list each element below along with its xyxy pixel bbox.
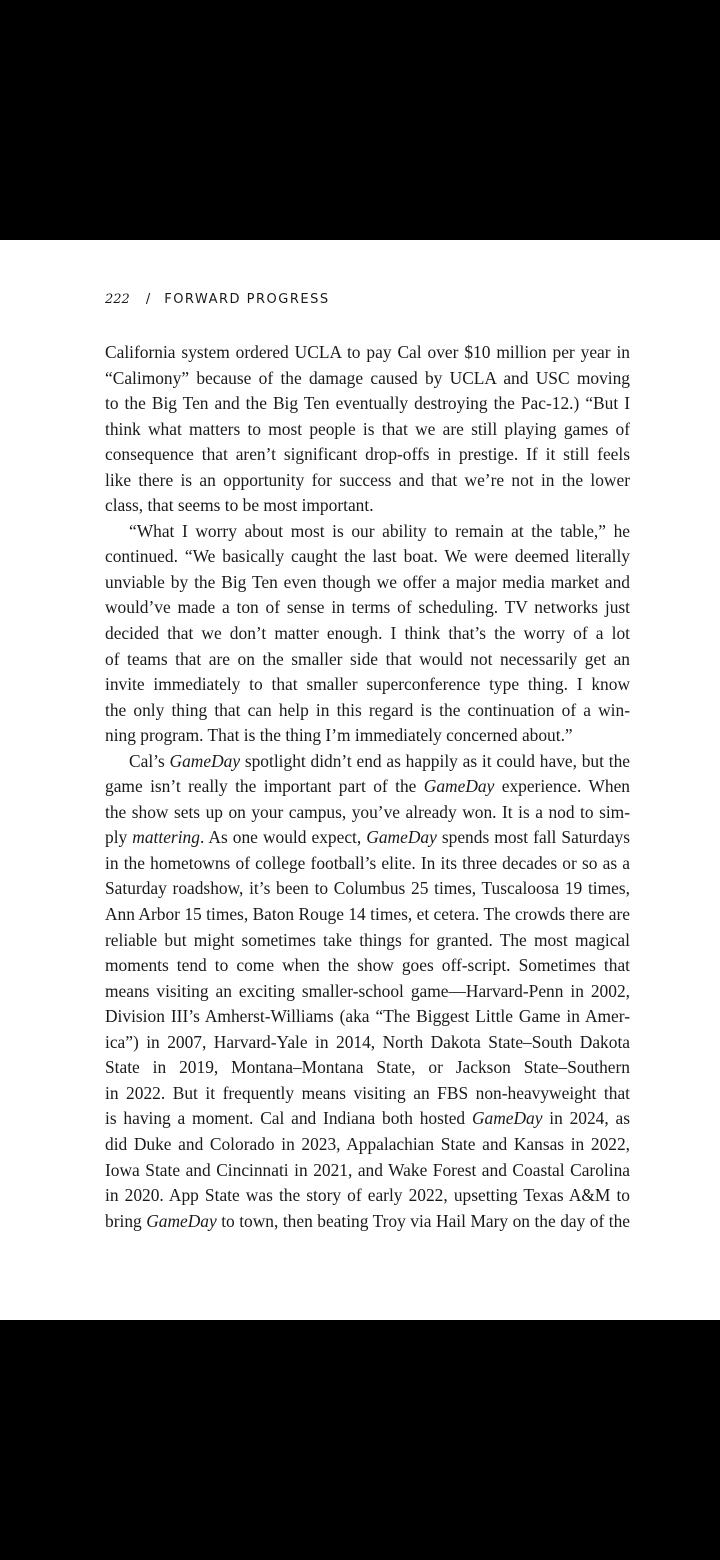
text-line [105, 749, 630, 775]
text-run: is having a moment. Cal and Indiana both hosted [105, 1108, 472, 1129]
text-run: State in 2019, Montana–Montana State, or Jackson State–Southern [105, 1057, 630, 1078]
text-run: in 2024, as [542, 1108, 630, 1129]
text-run: Division III’s Amherst-Williams (aka “The Biggest Little Game in Amer- [105, 1006, 630, 1027]
text-run: of teams that are on the smaller side that would not necessarily get an [105, 648, 630, 669]
paragraph [105, 749, 630, 1234]
italic-run: mattering [132, 827, 200, 848]
text-run: in 2022. But it frequently means visiting an FBS non-heavyweight that [105, 1082, 630, 1103]
text-run: game isn’t really the important part of the [105, 776, 424, 797]
text-run: in 2020. App State was the story of early 2022, upsetting Texas A&M to [105, 1185, 630, 1206]
text-run: spends most fall Saturdays [436, 827, 630, 848]
text-line [105, 953, 630, 979]
text-line [105, 723, 630, 749]
text-line [105, 1158, 630, 1184]
book-page[interactable] [0, 240, 720, 1320]
text-run: Saturday roadshow, it’s been to Columbus 25 times, Tuscaloosa 19 times, [105, 878, 630, 899]
text-line [105, 570, 630, 596]
page-number: 222 [105, 292, 130, 307]
text-run: Ann Arbor 15 times, Baton Rouge 14 times, et cetera. The crowds there are [105, 904, 630, 925]
text-run: continued. “We basically caught the last boat. We were deemed literally [105, 546, 630, 567]
text-run: ica”) in 2007, Harvard-Yale in 2014, North Dakota State–South Dakota [105, 1031, 630, 1052]
body-text [105, 340, 630, 1234]
text-line [105, 1106, 630, 1132]
text-line [105, 391, 630, 417]
text-run: would’ve made a ton of sense in terms of scheduling. TV networks just [105, 597, 630, 618]
text-run: invite immediately to that smaller superconference type thing. I know [105, 674, 630, 695]
text-line [105, 1209, 630, 1235]
text-run: like there is an opportunity for success and that we’re not in the lower [105, 469, 630, 490]
paragraph [105, 340, 630, 519]
italic-run: GameDay [471, 1108, 543, 1129]
text-run: the only thing that can help in this regard is the continuation of a win- [105, 699, 630, 720]
text-run: moments tend to come when the show goes off-script. Sometimes that [105, 955, 630, 976]
text-line [105, 774, 630, 800]
italic-run: GameDay [366, 827, 437, 848]
text-run: California system ordered UCLA to pay Cal over $10 million per year in [105, 342, 630, 362]
bottom-letterbox [0, 1320, 720, 1560]
text-run: the show sets up on your campus, you’ve already won. It is a nod to sim- [105, 801, 630, 822]
italic-run: GameDay [146, 1210, 217, 1231]
text-line [105, 698, 630, 724]
text-run: spotlight didn’t end as happily as it could have, but the [240, 750, 630, 771]
text-line [105, 366, 630, 392]
text-line [105, 1004, 630, 1030]
running-head [105, 290, 330, 310]
text-run: “Calimony” because of the damage caused by UCLA and USC moving [105, 367, 630, 388]
text-line [105, 902, 630, 928]
top-letterbox [0, 0, 720, 240]
text-line [105, 1055, 630, 1081]
text-line [105, 1030, 630, 1056]
text-line [105, 493, 630, 519]
running-head-separator: / [145, 292, 151, 307]
text-line [105, 468, 630, 494]
text-line [105, 595, 630, 621]
text-line [105, 851, 630, 877]
text-line [105, 442, 630, 468]
text-line [105, 672, 630, 698]
text-line [105, 1132, 630, 1158]
text-run: class, that seems to be most important. [105, 495, 374, 516]
text-run: ning program. That is the thing I’m immediately concerned about.” [105, 725, 573, 746]
text-run: Cal’s [129, 750, 170, 771]
text-run: ply [105, 827, 133, 848]
text-line [105, 519, 630, 545]
text-run: means visiting an exciting smaller-school game—Harvard-Penn in 2002, [105, 980, 630, 1001]
text-line [105, 825, 630, 851]
text-line [105, 621, 630, 647]
text-line [105, 1081, 630, 1107]
text-run: . As one would expect, [199, 827, 367, 848]
text-run: consequence that aren’t significant drop-offs in prestige. If it still feels [105, 444, 630, 465]
text-line [105, 1183, 630, 1209]
text-run: bring [105, 1210, 147, 1231]
text-line [105, 647, 630, 673]
text-run: did Duke and Colorado in 2023, Appalachian State and Kansas in 2022, [105, 1133, 630, 1154]
text-run: experience. When [494, 776, 630, 797]
text-run: think what matters to most people is that we are still playing games of [105, 418, 630, 439]
paragraph [105, 519, 630, 749]
text-run: reliable but might sometimes take things for granted. The most magical [105, 929, 630, 950]
text-line [105, 544, 630, 570]
text-line [105, 876, 630, 902]
book-title: FORWARD PROGRESS [164, 292, 330, 307]
text-line [105, 979, 630, 1005]
text-run: to town, then beating Troy via Hail Mary on the day of the [216, 1210, 630, 1231]
text-line [105, 800, 630, 826]
text-run: to the Big Ten and the Big Ten eventually destroying the Pac-12.) “But I [105, 393, 630, 414]
text-run: Iowa State and Cincinnati in 2021, and Wake Forest and Coastal Carolina [105, 1159, 630, 1180]
text-run: “What I worry about most is our ability to remain at the table,” he [129, 520, 630, 541]
text-run: decided that we don’t matter enough. I think that’s the worry of a lot [105, 623, 630, 644]
text-line [105, 928, 630, 954]
italic-run: GameDay [423, 776, 495, 797]
text-run: unviable by the Big Ten even though we offer a major media market and [105, 571, 630, 592]
text-line [105, 340, 630, 366]
text-line [105, 417, 630, 443]
text-run: in the hometowns of college football’s elite. In its three decades or so as a [105, 852, 630, 873]
italic-run: GameDay [169, 750, 241, 771]
